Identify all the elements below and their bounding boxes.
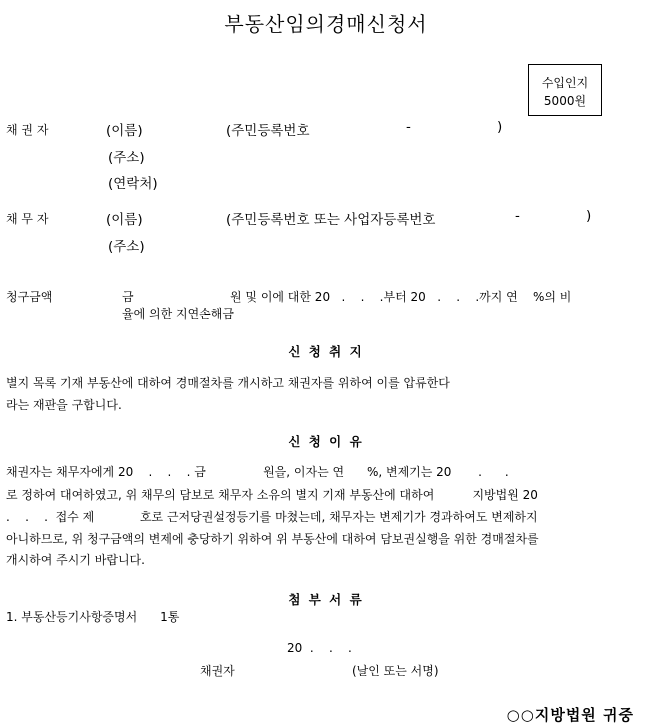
purpose-heading: 신 청 취 지 xyxy=(288,344,364,359)
reason-heading: 신 청 이 유 xyxy=(288,434,364,449)
stamp-label: 수입인지 xyxy=(541,76,589,90)
creditor-name-field: (이름) xyxy=(106,123,143,139)
reason-line-2: 로 정하여 대여하였고, 위 채무의 담보로 채무자 소유의 별지 기재 부동산에 대하여 지방법원 20 xyxy=(6,488,538,502)
reason-line-3: . . . 접수 제 호로 근저당권설정등기를 마쳤는데, 채무자는 변제기가 경과하여도 변제하지 xyxy=(6,510,538,524)
stamp-amount: 5000원 xyxy=(543,94,587,108)
claim-detail-line2: 율에 의한 지연손해금 xyxy=(122,307,234,321)
creditor-label: 채 권 자 xyxy=(6,123,49,137)
attachment-item-1: 1. 부동산등기사항증명서 1통 xyxy=(6,610,180,624)
debtor-name-field: (이름) xyxy=(106,212,143,228)
debtor-id-dash: - xyxy=(515,208,520,224)
purpose-line-2: 라는 재판을 구합니다. xyxy=(6,398,122,412)
signer-label: 채권자 xyxy=(200,664,235,678)
claim-label: 청구금액 xyxy=(6,290,53,304)
creditor-id-dash: - xyxy=(406,119,411,135)
reason-line-5: 개시하여 주시기 바랍니다. xyxy=(6,553,145,567)
debtor-label: 채 무 자 xyxy=(6,212,49,226)
creditor-address-field: (주소) xyxy=(108,150,145,166)
claim-amount-prefix: 금 xyxy=(122,290,134,304)
claim-detail-line1: 원 및 이에 대한 20 . . .부터 20 . . .까지 연 %의 비 xyxy=(230,290,572,304)
creditor-id-close: ) xyxy=(497,119,503,135)
revenue-stamp-box xyxy=(528,64,602,116)
debtor-id-field: (주민등록번호 또는 사업자등록번호 xyxy=(226,212,436,228)
attachments-heading: 첨 부 서 류 xyxy=(288,592,364,607)
creditor-id-field: (주민등록번호 xyxy=(226,123,310,139)
reason-line-1: 채권자는 채무자에게 20 . . . 금 원을, 이자는 연 %, 변제기는 20 . . xyxy=(6,465,509,479)
debtor-id-close: ) xyxy=(586,208,592,224)
reason-line-4: 아니하므로, 위 청구금액의 변제에 충당하기 위하여 위 부동산에 대하여 담보권실행을 위한 경매절차를 xyxy=(6,532,539,546)
application-date: 20 . . . xyxy=(287,641,352,655)
creditor-contact-field: (연락처) xyxy=(108,176,158,192)
court-addressee: ○○지방법원 귀중 xyxy=(506,706,634,724)
document-title: 부동산임의경매신청서 xyxy=(224,12,428,36)
purpose-line-1: 별지 목록 기재 부동산에 대하여 경매절차를 개시하고 채권자를 위하여 이를 압류한다 xyxy=(6,376,450,390)
signature-note: (날인 또는 서명) xyxy=(352,664,439,678)
debtor-address-field: (주소) xyxy=(108,239,145,255)
